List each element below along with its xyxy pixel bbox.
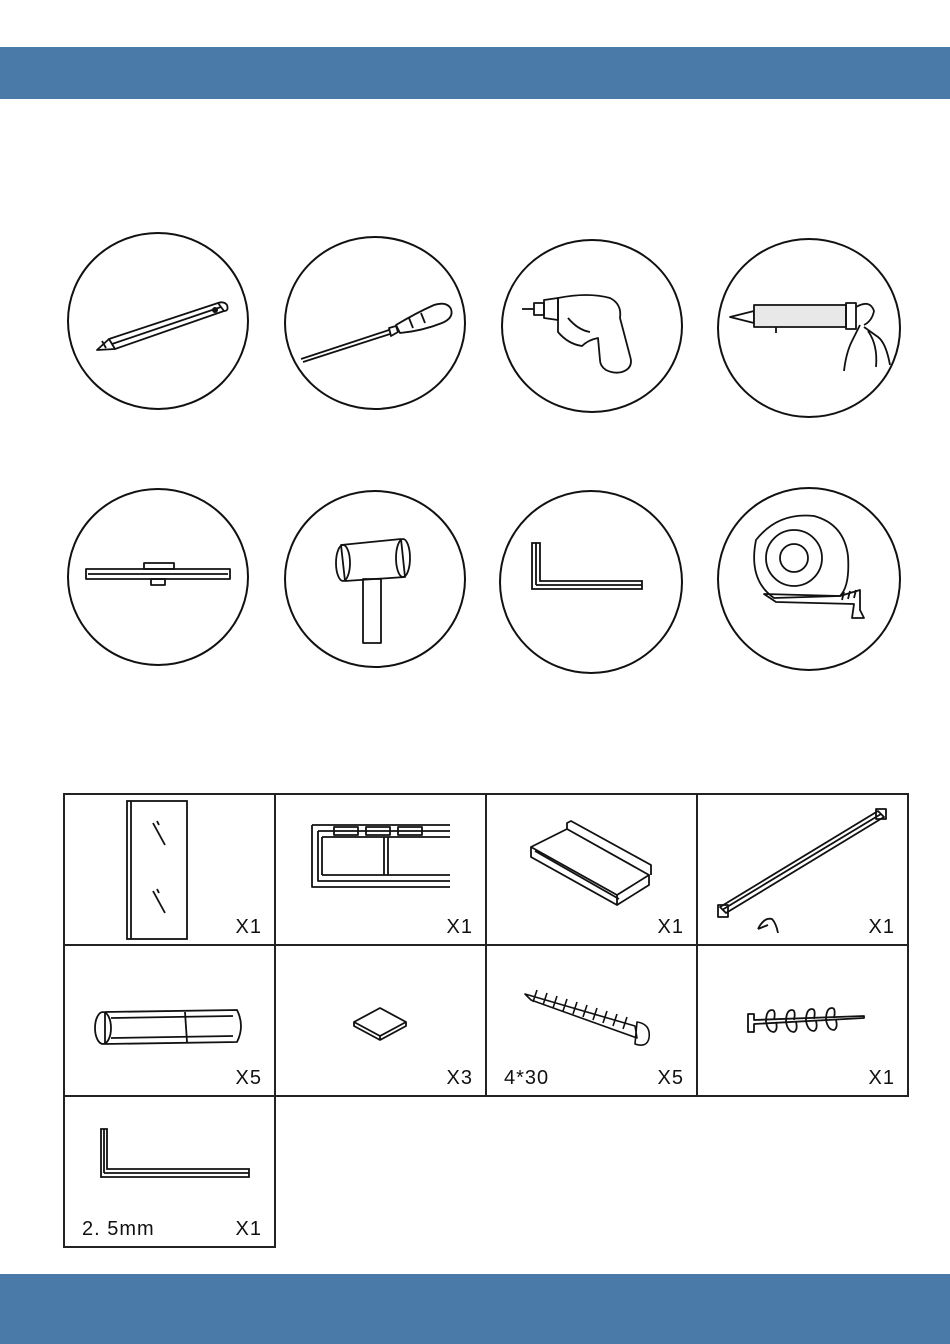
part-quantity: X1 bbox=[446, 916, 473, 938]
mallet-icon bbox=[283, 489, 467, 669]
part-cell bbox=[275, 794, 486, 945]
part-cell bbox=[64, 794, 275, 945]
allen-key-icon bbox=[498, 489, 684, 675]
part-cell bbox=[486, 794, 697, 945]
tool-drill bbox=[500, 238, 684, 414]
part-quantity: X5 bbox=[657, 1067, 684, 1089]
empty-cell bbox=[486, 1096, 697, 1247]
part-cell bbox=[486, 945, 697, 1096]
empty-cell bbox=[275, 1096, 486, 1247]
tool-spirit-level bbox=[66, 487, 250, 667]
tape-measure-icon bbox=[716, 486, 902, 672]
tool-caulking-gun bbox=[716, 237, 902, 419]
part-quantity: X3 bbox=[446, 1067, 473, 1089]
part-spec: 4*30 bbox=[504, 1067, 550, 1089]
tool-pencil bbox=[66, 231, 250, 411]
part-cell bbox=[64, 1096, 275, 1247]
footer-band bbox=[0, 1274, 950, 1344]
part-cell bbox=[697, 794, 908, 945]
empty-cell bbox=[697, 1096, 908, 1247]
caulking-gun-icon bbox=[716, 237, 902, 419]
part-quantity: X1 bbox=[235, 1218, 262, 1240]
part-cell bbox=[697, 945, 908, 1096]
part-quantity: X1 bbox=[868, 1067, 895, 1089]
header-band bbox=[0, 47, 950, 99]
part-quantity: X5 bbox=[235, 1067, 262, 1089]
tool-tape-measure bbox=[716, 486, 902, 672]
part-quantity: X1 bbox=[235, 916, 262, 938]
tool-awl bbox=[283, 235, 467, 411]
drill-icon bbox=[500, 238, 684, 414]
part-quantity: X1 bbox=[657, 916, 684, 938]
part-quantity: X1 bbox=[868, 916, 895, 938]
spirit-level-icon bbox=[66, 487, 250, 667]
part-cell bbox=[64, 945, 275, 1096]
awl-icon bbox=[283, 235, 467, 411]
part-cell bbox=[275, 945, 486, 1096]
part-spec: 2. 5mm bbox=[82, 1218, 155, 1240]
parts-table bbox=[63, 793, 909, 1248]
tool-rubber-mallet bbox=[283, 489, 467, 669]
pencil-icon bbox=[66, 231, 250, 411]
tool-allen-key bbox=[498, 489, 684, 675]
